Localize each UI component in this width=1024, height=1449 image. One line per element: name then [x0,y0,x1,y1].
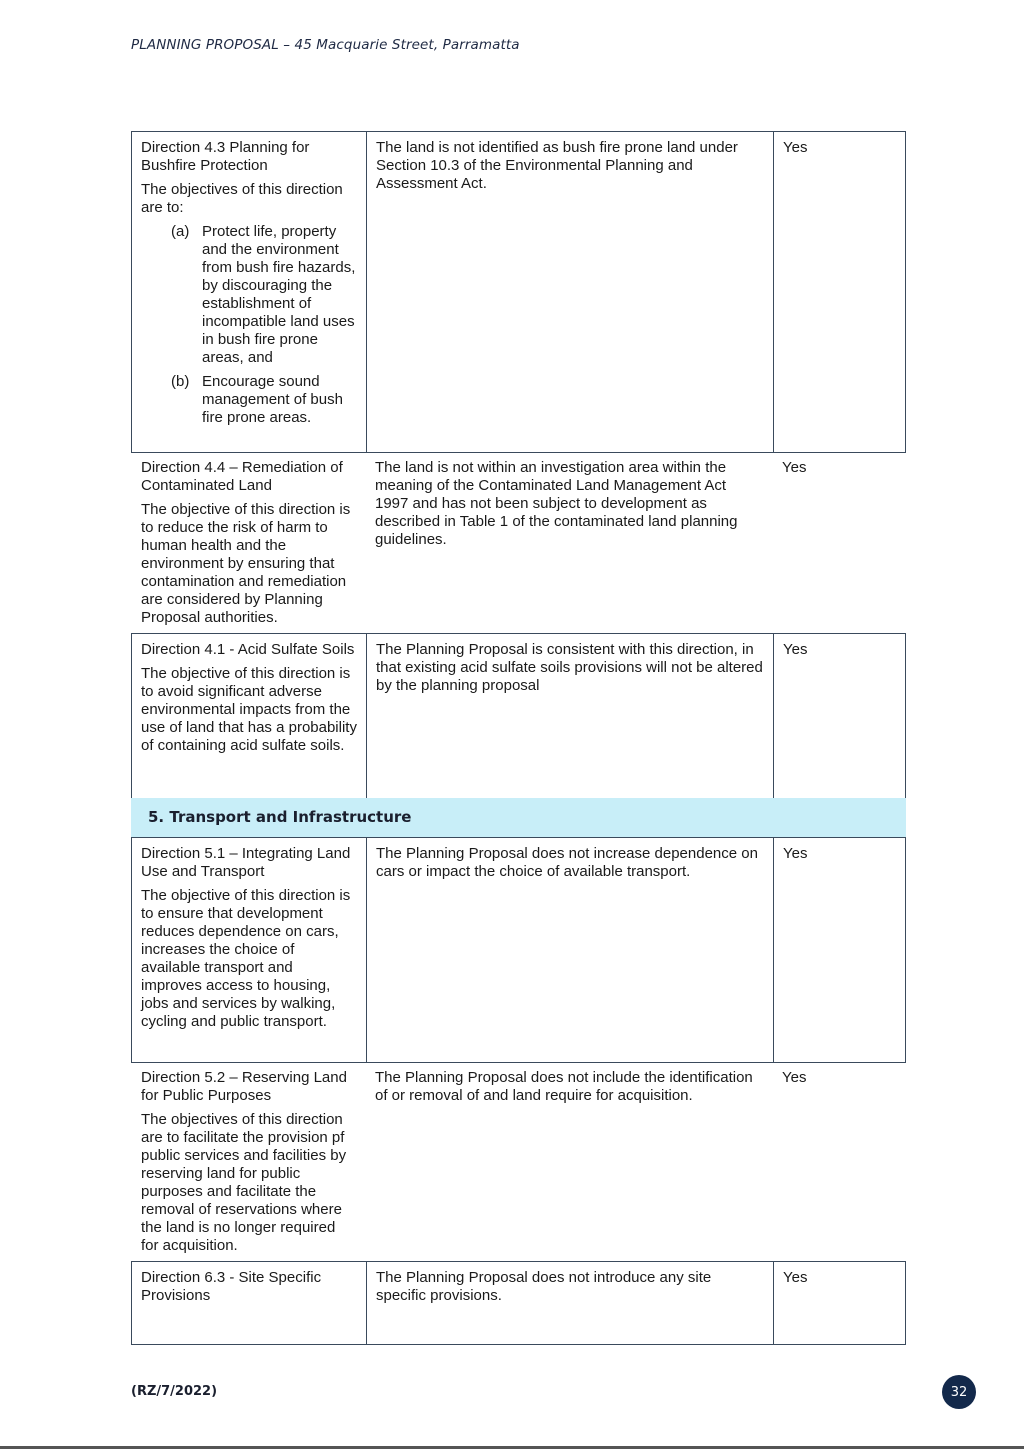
direction-heading: Direction 6.3 - Site Specific Provisions [141,1269,322,1304]
consistency-cell: Yes [782,459,807,476]
document-reference: (RZ/7/2022) [131,1384,218,1399]
comment-cell: The land is not within an investigation area within the meaning of the Contaminated Land Management Act 1997 and has not been subject to development as described in Table 1 of the contaminated land planning guidelines. [375,459,738,548]
table-row [131,1062,906,1262]
direction-cell [132,132,366,452]
table-row [131,837,906,1063]
page-number-badge: 32 [942,1375,976,1409]
table-row [131,131,906,453]
comment-cell: The land is not identified as bush fire prone land under Section 10.3 of the Environmental Planning and Assessment Act. [366,132,773,452]
list-item [141,223,357,367]
direction-heading: Direction 4.1 - Acid Sulfate Soils [141,641,355,658]
list-marker: (a) [171,223,190,240]
list-text: Protect life, property and the environment from bush fire hazards, by discouraging the establishment of incompatible land uses in bush fire prone areas, and [202,223,356,366]
comment-cell: The Planning Proposal does not increase dependence on cars or impact the choice of available transport. [366,838,773,1062]
table-row [131,633,906,799]
direction-objective: The objective of this direction is to avoid significant adverse environmental impacts from the use of land that has a probability of containing acid sulfate soils. [141,665,357,754]
direction-heading: Direction 5.1 – Integrating Land Use and Transport [141,845,351,880]
table-row [131,452,906,634]
table-row [131,1261,906,1345]
consistency-cell: Yes [773,1262,905,1344]
list-text: Encourage sound management of bush fire prone areas. [202,373,343,426]
list-item [141,373,357,427]
consistency-cell: Yes [773,132,905,452]
page-header-title: PLANNING PROPOSAL – 45 Macquarie Street, Parramatta [131,37,520,53]
comment-cell: The Planning Proposal does not introduce any site specific provisions. [366,1262,773,1344]
direction-cell [132,838,366,1062]
consistency-cell: Yes [782,1069,807,1086]
direction-cell [131,452,365,634]
direction-cell [132,634,366,798]
direction-heading: Direction 4.3 Planning for Bushfire Protection [141,139,310,174]
direction-objective: The objectives of this direction are to: [141,181,343,216]
direction-objective: The objective of this direction is to ensure that development reduces dependence on cars, increases the choice of available transport and improves access to housing, jobs and services by walking, cycling and public transport. [141,887,351,1030]
consistency-cell: Yes [773,838,905,1062]
direction-cell [131,1062,365,1262]
list-marker: (b) [171,373,190,390]
comment-cell: The Planning Proposal is consistent with this direction, in that existing acid sulfate soils provisions will not be altered by the planning proposal [366,634,773,798]
comment-cell: The Planning Proposal does not include the identification of or removal of and land require for acquisition. [375,1069,753,1104]
direction-objective: The objectives of this direction are to facilitate the provision pf public services and facilities by reserving land for public purposes and facilitate the removal of reservations where the land is no longer required for acquisition. [141,1111,347,1254]
section-header: 5. Transport and Infrastructure [131,798,906,837]
direction-cell [132,1262,366,1344]
direction-objective: The objective of this direction is to reduce the risk of harm to human health and the environment by ensuring that contamination and remediation are considered by Planning Proposal authorities. [141,501,351,626]
consistency-cell: Yes [773,634,905,798]
direction-heading: Direction 4.4 – Remediation of Contaminated Land [141,459,343,494]
direction-heading: Direction 5.2 – Reserving Land for Public Purposes [141,1069,347,1104]
